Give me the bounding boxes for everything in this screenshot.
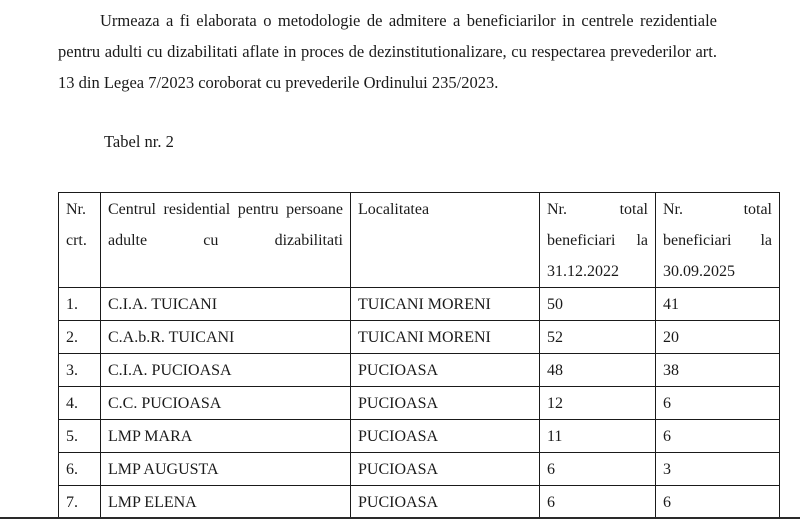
- cell-centru: C.I.A. PUCIOASA: [101, 354, 351, 387]
- cell-localitate: PUCIOASA: [351, 354, 540, 387]
- cell-localitate: PUCIOASA: [351, 486, 540, 519]
- cell-localitate: PUCIOASA: [351, 387, 540, 420]
- cell-localitate: TUICANI MORENI: [351, 288, 540, 321]
- beneficiaries-table: [58, 192, 780, 519]
- header-total-2022: Nr. total beneficiari la 31.12.2022: [540, 193, 656, 288]
- intro-paragraph: [58, 5, 717, 98]
- cell-nr: 7.: [59, 486, 101, 519]
- cell-total-2025: 41: [656, 288, 780, 321]
- cell-total-2025: 38: [656, 354, 780, 387]
- cell-total-2025: 3: [656, 453, 780, 486]
- table-row: [59, 321, 780, 354]
- cell-nr: 6.: [59, 453, 101, 486]
- header-total-2025: Nr. total beneficiari la 30.09.2025: [656, 193, 780, 288]
- cell-nr: 1.: [59, 288, 101, 321]
- cell-total-2022: 52: [540, 321, 656, 354]
- cell-nr: 5.: [59, 420, 101, 453]
- table-row: [59, 486, 780, 519]
- cell-total-2022: 12: [540, 387, 656, 420]
- cell-localitate: PUCIOASA: [351, 420, 540, 453]
- table-row: [59, 354, 780, 387]
- intro-paragraph-text: Urmeaza a fi elaborata o metodologie de admitere a beneficiarilor in centrele rezidentiale pentru adulti cu dizabilitati aflate in proces de dezinstitutionalizare, cu respectarea prevederilor art. 13 din Legea 7/2023 coroborat cu prevederile Ordinului 235/2023.: [58, 11, 717, 92]
- cell-total-2022: 6: [540, 453, 656, 486]
- cell-total-2022: 48: [540, 354, 656, 387]
- cell-centru: LMP AUGUSTA: [101, 453, 351, 486]
- table-header-row: [59, 193, 780, 288]
- table-row: [59, 288, 780, 321]
- table-row: [59, 453, 780, 486]
- table-caption: Tabel nr. 2: [104, 132, 174, 151]
- cell-nr: 4.: [59, 387, 101, 420]
- cell-localitate: PUCIOASA: [351, 453, 540, 486]
- cell-centru: LMP MARA: [101, 420, 351, 453]
- cell-nr: 2.: [59, 321, 101, 354]
- header-nr-line2: crt.: [66, 232, 87, 249]
- cell-localitate: TUICANI MORENI: [351, 321, 540, 354]
- cell-total-2022: 6: [540, 486, 656, 519]
- page-bottom-rule: [0, 517, 800, 519]
- header-nr-crt: [59, 193, 101, 288]
- cell-total-2025: 20: [656, 321, 780, 354]
- cell-centru: C.A.b.R. TUICANI: [101, 321, 351, 354]
- table-row: [59, 420, 780, 453]
- cell-centru: C.C. PUCIOASA: [101, 387, 351, 420]
- table-body: [59, 288, 780, 519]
- header-nr-line1: Nr.: [66, 201, 86, 218]
- cell-total-2022: 11: [540, 420, 656, 453]
- cell-total-2025: 6: [656, 387, 780, 420]
- cell-total-2025: 6: [656, 486, 780, 519]
- cell-nr: 3.: [59, 354, 101, 387]
- header-localitate: Localitatea: [351, 193, 540, 288]
- cell-centru: C.I.A. TUICANI: [101, 288, 351, 321]
- table-row: [59, 387, 780, 420]
- cell-total-2022: 50: [540, 288, 656, 321]
- cell-total-2025: 6: [656, 420, 780, 453]
- cell-centru: LMP ELENA: [101, 486, 351, 519]
- header-centru: Centrul residential pentru persoane adulte cu dizabilitati: [101, 193, 351, 288]
